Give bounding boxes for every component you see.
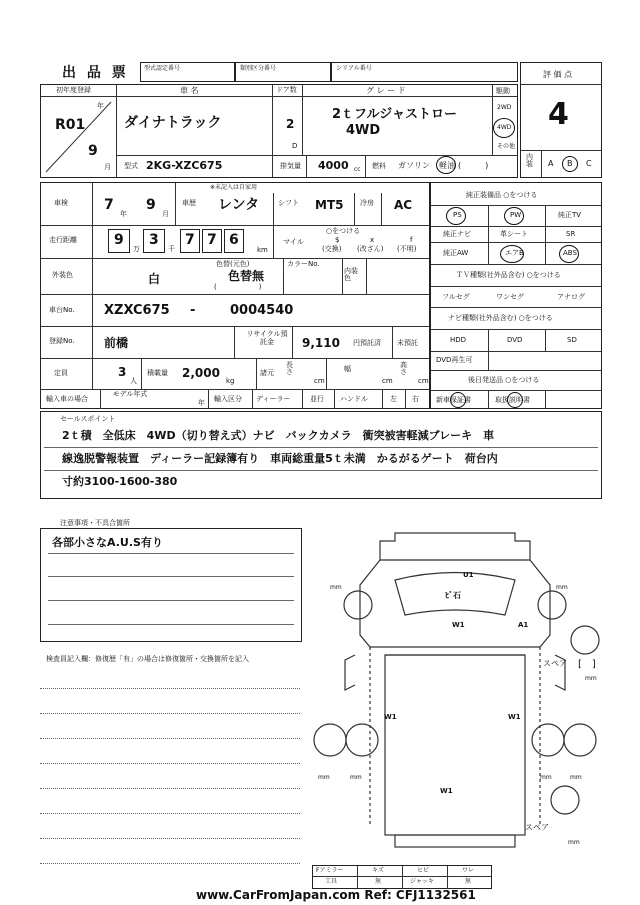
later-manual: 取扱説明書 [495, 396, 530, 404]
wheel-rear-left-outer [314, 724, 346, 756]
mm-fr: mm [556, 584, 568, 591]
fuel-paren: ( ) [458, 161, 489, 170]
wheel-rear-left-inner [346, 724, 378, 756]
capacity-value: 3 [118, 365, 127, 379]
equip-navi: 純正ナビ [443, 230, 471, 238]
inspection-month-unit: 月 [162, 210, 169, 218]
damage-w1-a: W1 [452, 621, 465, 629]
inspection-label: 車検 [54, 199, 68, 207]
displacement-value: 4000 [318, 159, 349, 172]
later-warranty: 新車保証書 [436, 396, 471, 404]
notes-label: 注意事項・不具合箇所 [60, 519, 130, 527]
first-reg-label: 初年度登録 [56, 86, 91, 94]
first-reg-month: 9 [88, 143, 98, 159]
handle-right: 右 [412, 395, 419, 403]
inspection-month: 9 [146, 197, 156, 213]
car-name-value: ダイナトラック [124, 115, 222, 131]
inspector-label: 検査員記入欄：修復歴「有」の場合は修復箇所・交換箇所を記入 [46, 655, 249, 663]
model-cert-label: 型式認定番号 [144, 65, 181, 72]
chassis-label: 車台No. [49, 306, 75, 314]
mm-rr1: mm [540, 774, 552, 781]
interior-label: 内装 [526, 153, 533, 168]
damage-u1: U1 [463, 571, 474, 579]
import-type-label: 輸入区分 [214, 395, 242, 403]
doors-label: ドア数 [276, 86, 297, 94]
chassis-value-2: 0004540 [230, 303, 294, 318]
handle-label: ハンドル [340, 395, 368, 403]
legend-tools-value: 無 [375, 878, 382, 885]
history-note: ※未記入は自家用 [210, 184, 258, 191]
navi-title: ナビ種類(社外品含む) ○をつける [448, 314, 553, 322]
width-cm: cm [382, 377, 393, 385]
navi-dvd-play: DVD再生可 [436, 356, 473, 364]
tv-title: ＴＶ種類(社外品含む) ○をつける [456, 271, 561, 279]
equip-pw-circle [504, 207, 524, 225]
mileage-km: km [257, 246, 268, 254]
chassis-value-1: XZXC675 [104, 303, 170, 318]
sales-points-line-3: 寸約3100-1600-380 [62, 475, 178, 488]
color-change-label: 色替(元色) [216, 260, 250, 268]
sales-points-label: セールスポイント [60, 415, 116, 423]
spare-bracket-1: [ ] [578, 659, 596, 670]
car-name-label: 車 名 [180, 86, 199, 95]
equip-tv: 純正TV [558, 211, 582, 219]
sales-points-line-2: 線逸脱警報装置 ディーラー記録簿有り 車両総重量5ｔ未満 かるがるゲート 荷台内 [62, 452, 498, 465]
recycle-done: 円預託済 [353, 339, 381, 347]
document-title: 出 品 票 [62, 65, 129, 81]
model-value: 2KG-XZC675 [146, 159, 223, 172]
load-label: 積載量 [147, 369, 168, 377]
mm-spare1: mm [585, 675, 597, 682]
equip-airbag-circle [500, 245, 524, 263]
navi-dvd: DVD [507, 336, 523, 344]
inspection-year: 7 [104, 197, 114, 213]
chassis-dash: - [190, 303, 196, 318]
mm-rr2: mm [570, 774, 582, 781]
cargo-bed-shape [385, 655, 525, 835]
mile-label: マイル [283, 238, 304, 246]
mm-fl: mm [330, 584, 342, 591]
equip-airbag: エアB [505, 249, 524, 257]
damage-w1-b: W1 [384, 713, 397, 721]
model-year-unit: 年 [198, 399, 205, 407]
grade-line-1: 2ｔフルジャストロー [332, 107, 457, 122]
legend-mirror: Fアミラー [316, 867, 344, 874]
drive-2wd: 2WD [497, 104, 512, 111]
mm-spare2: mm [568, 839, 580, 846]
shift-label: シフト [278, 199, 299, 207]
width-label: 幅 [344, 365, 351, 373]
fuel-diesel-circle [436, 156, 456, 174]
navi-sd: SD [567, 336, 577, 344]
displacement-label: 排気量 [280, 162, 301, 170]
dims-label: 諸元 [260, 369, 274, 377]
mileage-circle-note: ○をつける [326, 227, 361, 235]
drive-label: 駆動 [496, 87, 510, 95]
later-manual-circle [507, 392, 523, 408]
tv-oneseg: ワンセグ [496, 293, 524, 301]
interior-a: A [548, 159, 554, 168]
inspection-year-unit: 年 [120, 210, 127, 218]
ac-label: 冷房 [360, 199, 374, 207]
color-change-paren: ( ) [214, 283, 262, 291]
interior-b-circle [562, 156, 578, 172]
color-value: 白 [148, 272, 161, 286]
history-label: 車歴 [182, 199, 196, 207]
import-parallel: 並行 [310, 395, 324, 403]
watermark: www.CarFromJapan.com Ref: CFJ1132561 [196, 888, 476, 902]
mileage-label: 走行距離 [49, 236, 77, 244]
mileage-digit-3: 7 [185, 232, 195, 248]
capacity-label: 定員 [54, 369, 68, 377]
damage-w1-d: W1 [440, 787, 453, 795]
grade-line-2: 4WD [346, 123, 381, 138]
drive-4wd-circle [493, 118, 515, 138]
sales-points-line-1: 2ｔ積 全低床 4WD（切り替え式）ナビ バックカメラ 衝突被害軽減ブレーキ 車 [62, 429, 495, 442]
equipment-title: 純正装備品 ○をつける [466, 191, 538, 199]
import-label: 輸入車の場合 [46, 395, 88, 403]
grade-label: 評 価 点 [543, 70, 573, 79]
length-label: 長さ [286, 361, 293, 376]
history-value: レンタ [218, 197, 260, 213]
equip-aw: 純正AW [443, 249, 469, 257]
equip-ps: PS [453, 211, 462, 219]
damage-bistone: ﾋﾞ石 [445, 591, 461, 600]
equip-pw: PW [510, 211, 522, 219]
legend-scratch: キズ [372, 867, 384, 874]
model-year-label: モデル年式 [112, 390, 148, 398]
mileage-digit-1: 9 [114, 232, 124, 248]
model-label: 型式 [124, 162, 138, 170]
mileage-opt2-sym: x [370, 236, 375, 244]
legend-crack: ヒビ [417, 867, 430, 874]
ac-value: AC [394, 198, 413, 212]
height-cm: cm [418, 377, 429, 385]
legend-jack: ジャッキ [410, 878, 434, 885]
mm-rl1: mm [318, 774, 330, 781]
grade-value: 4 [548, 97, 569, 132]
color-change-value: 色替無 [228, 269, 265, 283]
legend-tools: 工具 [325, 878, 338, 885]
serial-label: シリアル番号 [336, 65, 372, 72]
drive-other: その他 [497, 143, 516, 150]
doors-unit: D [292, 142, 298, 150]
mileage-opt3-sym: f [410, 236, 413, 244]
grade-header: グ レ ー ド [366, 86, 406, 95]
mileage-digit-2: 3 [149, 232, 159, 248]
spare-wheel-1 [571, 626, 599, 654]
spare-wheel-2 [551, 786, 579, 814]
recycle-not: 未預託 [397, 339, 418, 347]
load-value: 2,000 [182, 366, 220, 380]
equip-abs-circle [559, 245, 579, 263]
later-title: 後日発送品 ○をつける [468, 376, 540, 384]
spare-label-1: スペア [543, 659, 567, 668]
wheel-front-right [538, 591, 566, 619]
first-reg-year-unit: 年 [97, 102, 104, 110]
shift-value: MT5 [315, 198, 344, 212]
length-cm: cm [314, 377, 325, 385]
wheel-front-left [344, 591, 372, 619]
rear-bumper-shape [395, 835, 515, 847]
mileage-opt1-sym: $ [335, 236, 340, 244]
details-box [40, 182, 430, 409]
fuel-label: 燃料 [372, 162, 386, 170]
mm-rl2: mm [350, 774, 362, 781]
interior-color-label: 内装色 [344, 267, 358, 282]
doors-value: 2 [286, 117, 295, 131]
damage-a1: A1 [518, 621, 529, 629]
displacement-unit: cc [354, 166, 361, 173]
legend-jack-value: 無 [465, 878, 472, 885]
legend-break: ワレ [462, 867, 475, 874]
registration-value: 前橋 [104, 336, 129, 350]
equip-sr: SR [566, 230, 576, 238]
mileage-digit-5: 6 [229, 232, 239, 248]
mileage-opt1: (交換) [322, 245, 342, 253]
navi-hdd: HDD [450, 336, 467, 344]
mileage-opt3: (不明) [397, 245, 417, 253]
wheel-rear-right-inner [532, 724, 564, 756]
mileage-digit-4: 7 [207, 232, 217, 248]
equip-ps-circle [446, 207, 466, 225]
wheel-rear-right-outer [564, 724, 596, 756]
class-label: 類別区分番号 [240, 65, 277, 72]
interior-b: B [567, 159, 573, 168]
first-reg-era: R01 [55, 117, 86, 133]
fuel-diesel: 軽油 [439, 161, 455, 170]
handle-left: 左 [390, 395, 397, 403]
spare-label-2: スペア [525, 823, 549, 832]
import-dealer: ディーラー [256, 395, 291, 403]
equip-abs: ABS [563, 249, 577, 257]
capacity-unit: 人 [130, 377, 137, 385]
car-diagram [300, 525, 600, 865]
notes-line-1: 各部小さなA.U.S有り [52, 536, 163, 549]
recycle-value: 9,110 [302, 336, 340, 350]
later-warranty-circle [450, 392, 466, 408]
fuel-gasoline: ガソリン [398, 161, 430, 170]
color-no-label: カラーNo. [287, 260, 320, 268]
tv-analog: アナログ [557, 293, 585, 301]
mileage-opt2: (改ざん) [357, 245, 384, 253]
tv-fullseg: フルセグ [442, 293, 470, 301]
equip-leather: 革シート [500, 230, 528, 238]
recycle-label: リサイクル預託金 [246, 330, 288, 346]
interior-c: C [586, 159, 592, 168]
front-bumper-shape [380, 533, 530, 560]
damage-w1-c: W1 [508, 713, 521, 721]
drive-4wd: 4WD [497, 124, 512, 131]
color-label: 外装色 [52, 271, 73, 279]
height-label: 高さ [400, 361, 407, 376]
registration-label: 登録No. [49, 337, 75, 345]
first-reg-month-unit: 月 [104, 163, 111, 171]
load-unit: kg [226, 377, 235, 385]
mileage-sen: 千 [168, 245, 175, 253]
mileage-man: 万 [133, 245, 140, 253]
